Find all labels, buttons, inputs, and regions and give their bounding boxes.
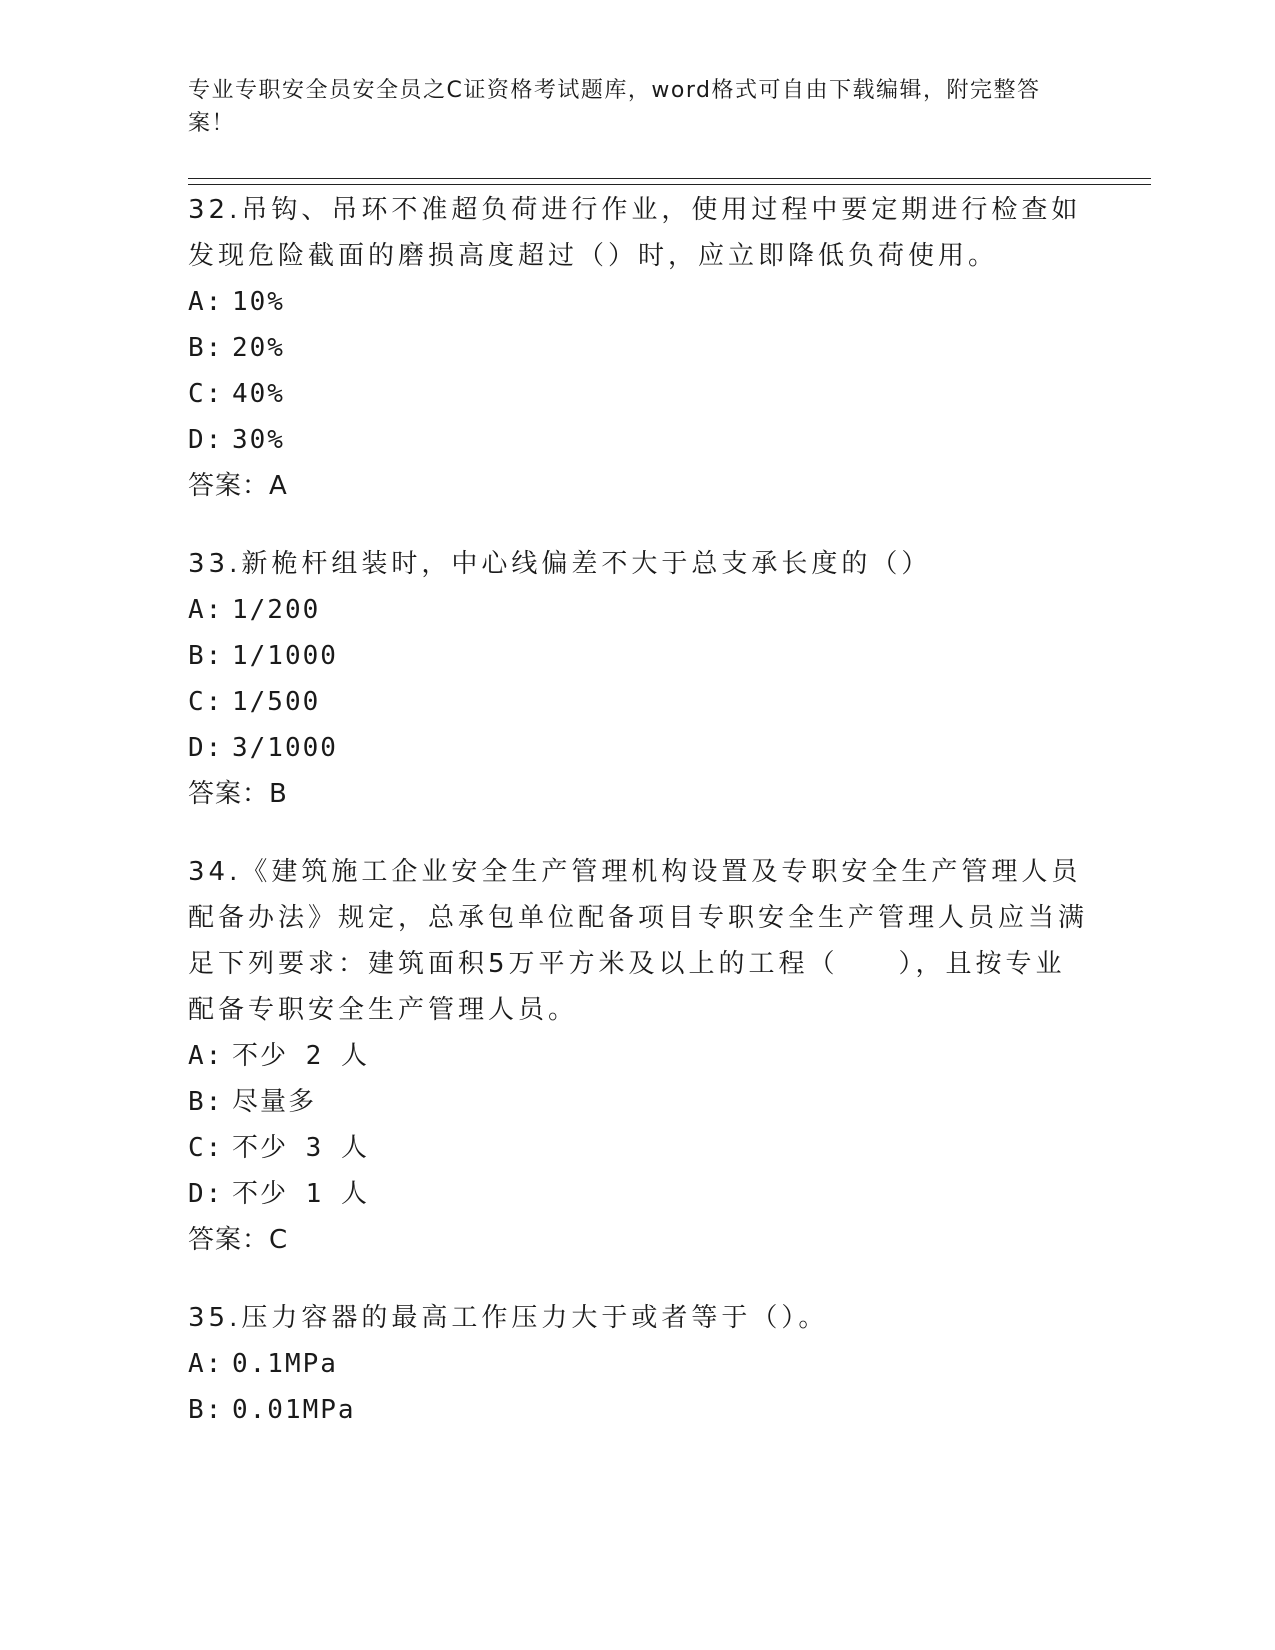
option-a — [188, 1341, 1088, 1387]
option-value: 3/1000 — [232, 733, 338, 763]
question-33 — [188, 541, 1088, 817]
option-letter: C: — [188, 687, 224, 717]
header-divider-bottom — [188, 184, 1151, 185]
header-divider-top — [188, 178, 1151, 179]
option-c — [188, 1125, 1088, 1171]
document-header — [188, 74, 1068, 140]
option-b — [188, 1387, 1088, 1433]
option-letter: C: — [188, 379, 224, 409]
option-letter: B: — [188, 333, 224, 363]
option-value: 尽量多 — [232, 1087, 317, 1117]
question-list — [188, 187, 1088, 1465]
question-text: 32.吊钩、吊环不准超负荷进行作业，使用过程中要定期进行检查如发现危险截面的磨损高度超过（）时，应立即降低负荷使用。 — [188, 195, 1082, 271]
option-a — [188, 279, 1088, 325]
option-value: 20% — [232, 333, 285, 363]
answer-line: 答案：A — [188, 471, 288, 501]
option-b — [188, 1079, 1088, 1125]
option-value: 0.1MPa — [232, 1349, 338, 1379]
option-value: 0.01MPa — [232, 1395, 356, 1425]
option-letter: B: — [188, 1087, 224, 1117]
option-letter: D: — [188, 1179, 224, 1209]
question-text: 33.新桅杆组装时，中心线偏差不大于总支承长度的（） — [188, 549, 932, 579]
option-d — [188, 725, 1088, 771]
option-value: 10% — [232, 287, 285, 317]
option-letter: A: — [188, 1349, 224, 1379]
option-c — [188, 679, 1088, 725]
header-title: 专业专职安全员安全员之C证资格考试题库，word格式可自由下载编辑，附完整答案！ — [188, 78, 1041, 136]
answer-line: 答案：C — [188, 1225, 289, 1255]
option-value: 1/1000 — [232, 641, 338, 671]
question-32 — [188, 187, 1088, 509]
question-text: 35.压力容器的最高工作压力大于或者等于（）。 — [188, 1303, 829, 1333]
option-letter: B: — [188, 641, 224, 671]
answer-line: 答案：B — [188, 779, 288, 809]
option-value: 不少 1 人 — [232, 1179, 369, 1209]
option-a — [188, 1033, 1088, 1079]
option-d — [188, 417, 1088, 463]
option-value: 30% — [232, 425, 285, 455]
question-34 — [188, 849, 1088, 1263]
option-b — [188, 325, 1088, 371]
option-a — [188, 587, 1088, 633]
option-letter: C: — [188, 1133, 224, 1163]
option-c — [188, 371, 1088, 417]
option-value: 1/200 — [232, 595, 321, 625]
option-d — [188, 1171, 1088, 1217]
option-value: 不少 3 人 — [232, 1133, 369, 1163]
option-b — [188, 633, 1088, 679]
option-value: 40% — [232, 379, 285, 409]
question-text: 34.《建筑施工企业安全生产管理机构设置及专职安全生产管理人员配备办法》规定，总承包单位配备项目专职安全生产管理人员应当满足下列要求：建筑面积5万平方米及以上的工程（ ），且按专业配备专职安全生产管理人员。 — [188, 857, 1089, 1025]
option-letter: A: — [188, 287, 224, 317]
option-value: 不少 2 人 — [232, 1041, 369, 1071]
option-letter: B: — [188, 1395, 224, 1425]
option-letter: D: — [188, 733, 224, 763]
option-letter: A: — [188, 595, 224, 625]
option-letter: A: — [188, 1041, 224, 1071]
question-35 — [188, 1295, 1088, 1433]
option-letter: D: — [188, 425, 224, 455]
option-value: 1/500 — [232, 687, 321, 717]
